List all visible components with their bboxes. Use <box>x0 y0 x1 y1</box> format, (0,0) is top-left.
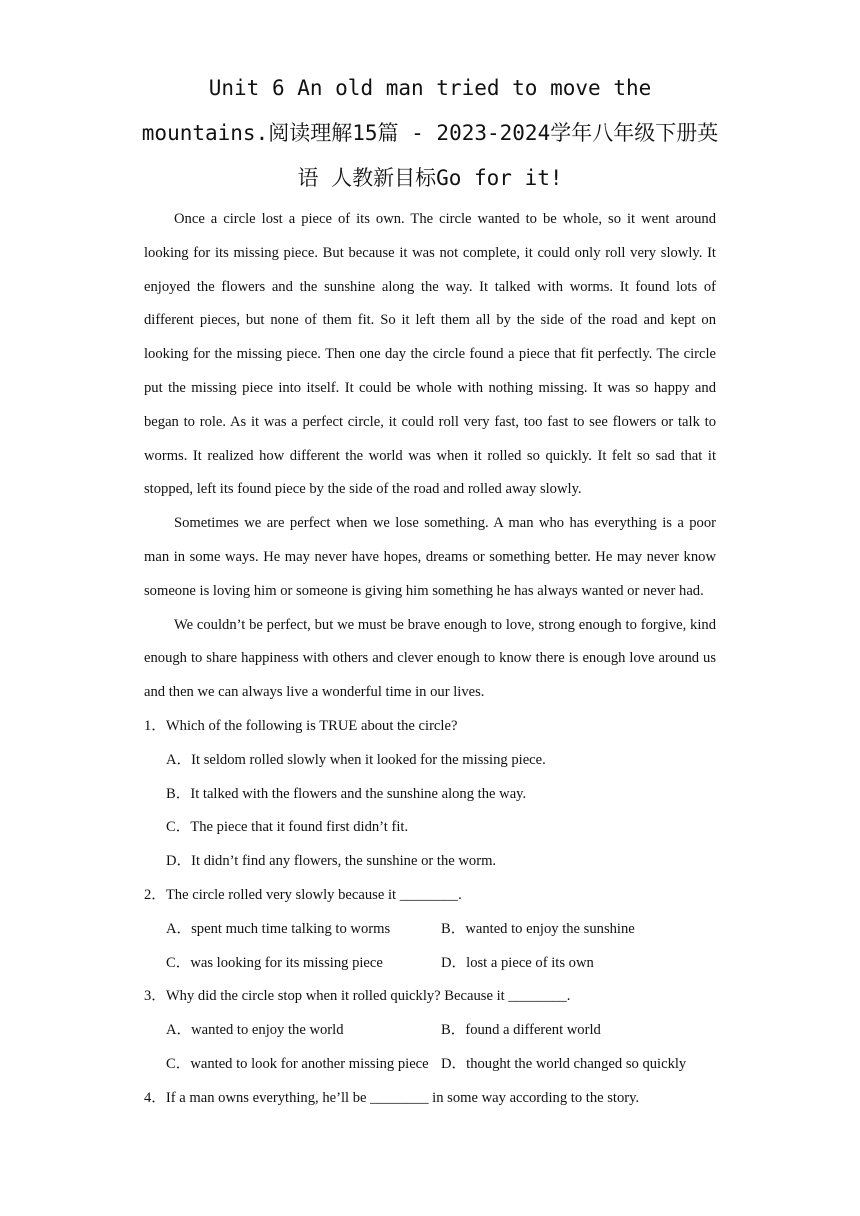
question-stem: 3．Why did the circle stop when it rolled quickly? Because it ________. <box>144 988 571 1005</box>
question-3 <box>144 980 716 1081</box>
option-b: B．found a different world <box>441 1022 601 1039</box>
option-c: C．The piece that it found first didn’t fit. <box>166 819 409 836</box>
option-a: A．wanted to enjoy the world <box>166 1022 344 1039</box>
document-title: Unit 6 An old man tried to move the mountains.阅读理解15篇 - 2023-2024学年八年级下册英语 人教新目标Go for it! <box>141 76 719 190</box>
question-stem: 1．Which of the following is TRUE about the circle? <box>144 717 458 734</box>
option-row <box>144 947 716 981</box>
passage-paragraph-3: We couldn’t be perfect, but we must be brave enough to love, strong enough to forgive, kind enough to share happiness with others and clever enough to know there is enough love around us and then we can always live a wonderful time in our lives. <box>144 616 716 701</box>
option-b: B．It talked with the flowers and the sunshine along the way. <box>166 785 527 802</box>
option-row <box>144 1048 716 1082</box>
question-stem: 2．The circle rolled very slowly because it ________. <box>144 886 462 903</box>
option-c: C．wanted to look for another missing piece <box>166 1055 429 1072</box>
option-d: D．lost a piece of its own <box>441 954 594 971</box>
option-c: C．was looking for its missing piece <box>166 954 383 971</box>
option-row <box>144 1014 716 1048</box>
reading-passage <box>144 203 716 1116</box>
option-a: A．spent much time talking to worms <box>166 920 391 937</box>
option-a: A．It seldom rolled slowly when it looked for the missing piece. <box>166 751 546 768</box>
question-stem: 4．If a man owns everything, he’ll be ________ in some way according to the story. <box>144 1089 640 1106</box>
passage-paragraph-1: Once a circle lost a piece of its own. The circle wanted to be whole, so it went around looking for its missing piece. But because it was not complete, it could only roll very slowly. It enjoyed the flowers and the sunshine along the way. It talked with worms. It found lots of different pieces, but none of them fit. So it left them all by the side of the road and kept on looking for the missing piece. Then one day the circle found a piece that fit perfectly. The circle put the missing piece into itself. It could be whole with nothing missing. It was so happy and began to role. As it was a perfect circle, it could roll very fast, too fast to see flowers or talk to worms. It realized how different the world was when it rolled so quickly. It felt so sad that it stopped, left its found piece by the side of the road and rolled away slowly. <box>144 211 716 498</box>
option-d: D．It didn’t find any flowers, the sunshine or the worm. <box>166 853 497 870</box>
question-2 <box>144 879 716 980</box>
option-row <box>144 913 716 947</box>
option-b: B．wanted to enjoy the sunshine <box>441 920 635 937</box>
question-1 <box>144 710 716 879</box>
passage-paragraph-2: Sometimes we are perfect when we lose something. A man who has everything is a poor man in some ways. He may never have hopes, dreams or something better. He may never know someone is loving him or someone is giving him something he has always wanted or never had. <box>144 515 716 599</box>
option-d: D．thought the world changed so quickly <box>441 1055 687 1072</box>
question-4 <box>144 1082 716 1116</box>
